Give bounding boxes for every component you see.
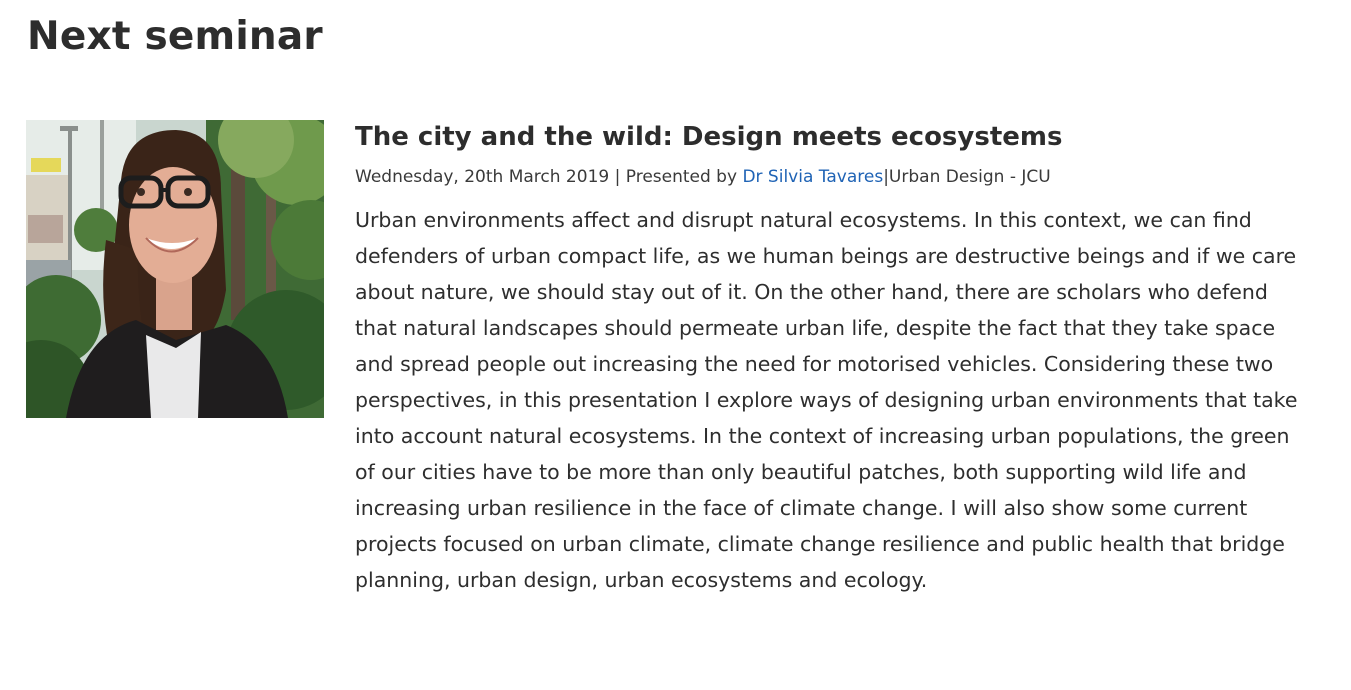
seminar-title: The city and the wild: Design meets ecosystems [355,122,1063,152]
page-title: Next seminar [27,14,323,59]
affiliation-separator: | [883,167,889,187]
seminar-date: Wednesday, 20th March 2019 [355,167,610,187]
seminar-meta [355,164,1325,190]
seminar-content [355,118,1325,598]
presented-by-label: Presented by [625,167,743,187]
seminar-abstract: Urban environments affect and disrupt natural ecosystems. In this context, we can find defenders of urban compact life, as we human beings are destructive beings and if we care about nature, we should stay out of it. On the other hand, there are scholars who defend that natural landscapes should permeate urban life, despite the fact that they take space and spread people out increasing the need for motorised vehicles. Considering these two perspectives, in this presentation I explore ways of designing urban environments that take into account natural ecosystems. In the context of increasing urban populations, the green of our cities have to be more than only beautiful patches, both supporting wild life and increasing urban resilience in the face of climate change. I will also show some current projects focused on urban climate, climate change resilience and public health that bridge planning, urban design, urban ecosystems and ecology. [355,208,1298,592]
presenter-link[interactable]: Dr Silvia Tavares [742,167,884,187]
speaker-photo [26,120,324,418]
meta-separator: | [609,167,626,187]
presenter-affiliation: Urban Design - JCU [888,167,1051,187]
